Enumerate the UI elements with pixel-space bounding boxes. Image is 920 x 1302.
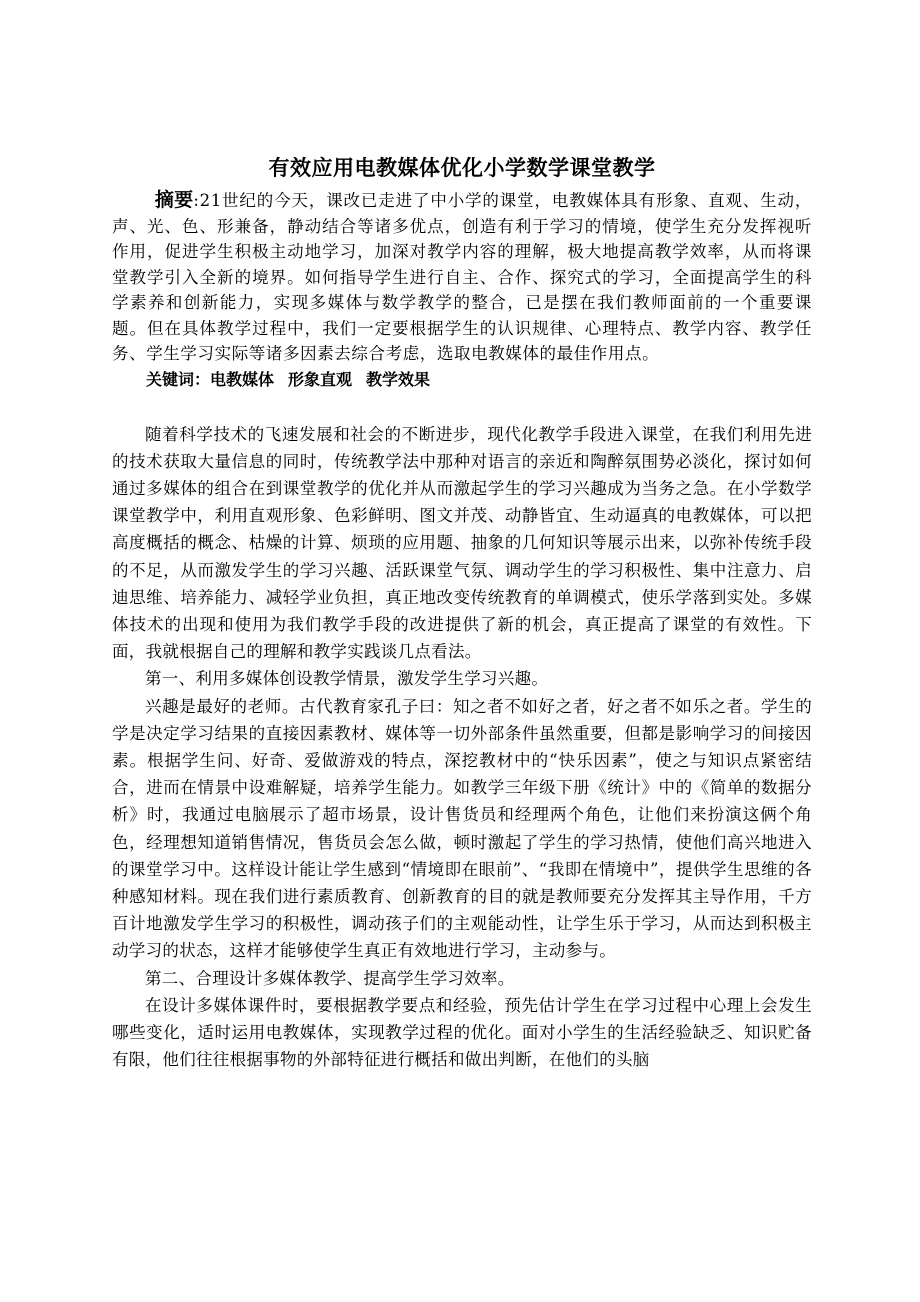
body-paragraph: 兴趣是最好的老师。古代教育家孔子曰：知之者不如好之者，好之者不如乐之者。学生的学是决定学习结果的直接因素教材、媒体等一切外部条件虽然重要，但都是影响学习的间接因素。根据学生问、好奇、爱做游戏的特点，深挖教材中的“快乐因素”，使之与知识点紧密结合，进而在情景中设难解疑，培养学生能力。如教学三年级下册《统计》中的《简单的数据分析》时，我通过电脑展示了超市场景，设计售货员和经理两个角色，让他们来扮演这俩个角色，经理想知道销售情况，售货员会怎么做，顿时激起了学生的学习热情，使他们高兴地进入的课堂学习中。这样设计能让学生感到“情境即在眼前”、“我即在情境中”，提供学生思维的各种感知材料。现在我们进行素质教育、创新教育的目的就是教师要充分发挥其主导作用，千方百计地激发学生学习的积极性，调动孩子们的主观能动性，让学生乐于学习，从而达到积极主动学习的状态，这样才能够使学生真正有效地进行学习，主动参与。: [112, 696, 812, 961]
section-heading: 第一、利用多媒体创设教学情景，激发学生学习兴趣。: [145, 669, 549, 689]
keyword: 电教媒体: [210, 369, 275, 389]
document-page: [112, 148, 812, 1073]
abstract-label: 摘要: [154, 189, 194, 211]
keyword: 形象直观: [288, 369, 353, 389]
abstract-colon: :: [193, 191, 200, 210]
abstract-text: 21世纪的今天，课改已走进了中小学的课堂，电教媒体具有形象、直观、生动，声、光、色、形兼备，静动结合等诸多优点，创造有利于学习的情境，使学生充分发挥视听作用，促进学生积极主动地学习，加深对教学内容的理解，极大地提高教学效率，从而将课堂教学引入全新的境界。如何指导学生进行自主、合作、探究式的学习，全面提高学生的科学素养和创新能力，实现多媒体与数学教学的整合，已是摆在我们教师面前的一个重要课题。但在具体教学过程中，我们一定要根据学生的认识规律、心理特点、教学内容、教学任务、学生学习实际等诸多因素去综合考虑，选取电教媒体的最佳作用点。: [112, 191, 812, 363]
abstract-paragraph: [112, 188, 812, 367]
keywords-label: 关键词：: [146, 369, 211, 389]
keywords-line: [112, 367, 812, 392]
body-paragraph: 在设计多媒体课件时，要根据教学要点和经验，预先估计学生在学习过程中心理上会发生哪些变化，适时运用电教媒体，实现教学过程的优化。面对小学生的生活经验缺乏、知识贮备有限，他们往往根据事物的外部特征进行概括和做出判断，在他们的头脑: [112, 995, 812, 1070]
section-heading: 第二、合理设计多媒体教学、提高学生学习效率。: [145, 968, 515, 988]
document-title: 有效应用电教媒体优化小学数学课堂教学: [268, 156, 656, 180]
body-text: [112, 421, 812, 1074]
body-paragraph: 随着科学技术的飞速发展和社会的不断进步，现代化教学手段进入课堂，在我们利用先进的技术获取大量信息的同时，传统教学法中那种对语言的亲近和陶醉氛围势必淡化，探讨如何通过多媒体的组合在到课堂教学的优化并从而激起学生的学习兴趣成为当务之急。在小学数学课堂教学中，利用直观形象、色彩鲜明、图文并茂、动静皆宜、生动逼真的电教媒体，可以把高度概括的概念、枯燥的计算、烦琐的应用题、抽象的几何知识等展示出来，以弥补传统手段的不足，从而激发学生的学习兴趣、活跃课堂气氛、调动学生的学习积极性、集中注意力、启迪思维、培养能力、减轻学业负担，真正地改变传统教育的单调模式，使乐学落到实处。多媒体技术的出现和使用为我们教学手段的改进提供了新的机会，真正提高了课堂的有效性。下面，我就根据自己的理解和教学实践谈几点看法。: [112, 424, 812, 662]
keyword: 教学效果: [366, 369, 431, 389]
